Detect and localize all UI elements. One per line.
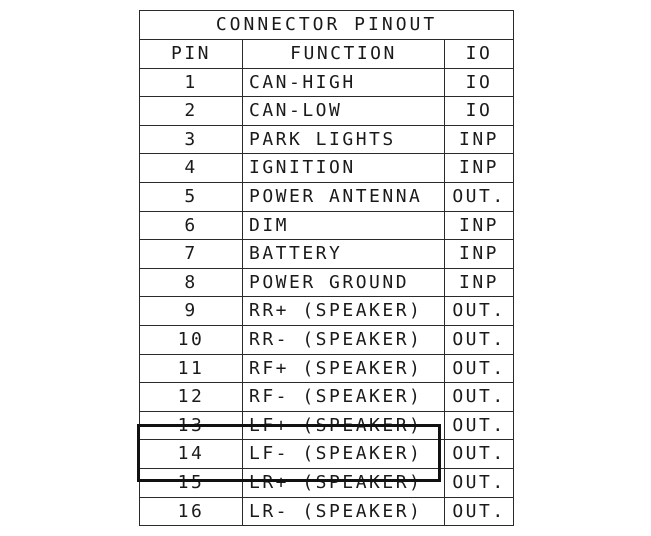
pin-cell: 16 [140,497,243,526]
function-cell: LF+ (SPEAKER) [243,411,445,440]
table-header-row [140,40,514,69]
table-row [140,182,514,211]
io-cell: INP [445,240,514,269]
io-cell: OUT. [445,354,514,383]
function-cell: LR- (SPEAKER) [243,497,445,526]
io-cell: OUT. [445,497,514,526]
pin-cell: 14 [140,440,243,469]
function-cell: IGNITION [243,154,445,183]
pin-cell: 7 [140,240,243,269]
io-cell: OUT. [445,468,514,497]
table-row [140,240,514,269]
function-cell: RR+ (SPEAKER) [243,297,445,326]
function-cell: RR- (SPEAKER) [243,325,445,354]
pin-cell: 6 [140,211,243,240]
table-row [140,211,514,240]
pin-cell: 1 [140,68,243,97]
table-row [140,325,514,354]
function-cell: CAN-HIGH [243,68,445,97]
pin-cell: 12 [140,383,243,412]
pin-cell: 5 [140,182,243,211]
io-cell: OUT. [445,297,514,326]
function-cell: LF- (SPEAKER) [243,440,445,469]
pin-cell: 13 [140,411,243,440]
table-row [140,68,514,97]
pin-cell: 3 [140,125,243,154]
table-title: CONNECTOR PINOUT [140,11,514,40]
table-row [140,268,514,297]
io-cell: OUT. [445,383,514,412]
table-row-highlighted [140,440,514,469]
function-cell: POWER ANTENNA [243,182,445,211]
table-row [140,297,514,326]
io-cell: OUT. [445,440,514,469]
io-cell: INP [445,125,514,154]
table-row [140,354,514,383]
function-cell: LR+ (SPEAKER) [243,468,445,497]
table-row [140,97,514,126]
io-cell: IO [445,97,514,126]
table-row [140,154,514,183]
function-cell: DIM [243,211,445,240]
pin-cell: 2 [140,97,243,126]
io-cell: INP [445,154,514,183]
io-cell: INP [445,211,514,240]
function-cell: POWER GROUND [243,268,445,297]
function-cell: RF+ (SPEAKER) [243,354,445,383]
function-cell: BATTERY [243,240,445,269]
connector-pinout-table-wrap [139,10,513,526]
connector-pinout-table [139,10,514,526]
function-cell: PARK LIGHTS [243,125,445,154]
io-cell: OUT. [445,325,514,354]
io-cell: INP [445,268,514,297]
table-row-highlighted [140,411,514,440]
pin-cell: 10 [140,325,243,354]
io-cell: IO [445,68,514,97]
header-pin: PIN [140,40,243,69]
pin-cell: 15 [140,468,243,497]
table-row [140,468,514,497]
function-cell: RF- (SPEAKER) [243,383,445,412]
pin-cell: 4 [140,154,243,183]
pin-cell: 8 [140,268,243,297]
table-row [140,125,514,154]
io-cell: OUT. [445,182,514,211]
header-io: IO [445,40,514,69]
header-function: FUNCTION [243,40,445,69]
function-cell: CAN-LOW [243,97,445,126]
table-row [140,383,514,412]
table-title-row [140,11,514,40]
table-row [140,497,514,526]
pin-cell: 9 [140,297,243,326]
pin-cell: 11 [140,354,243,383]
io-cell: OUT. [445,411,514,440]
